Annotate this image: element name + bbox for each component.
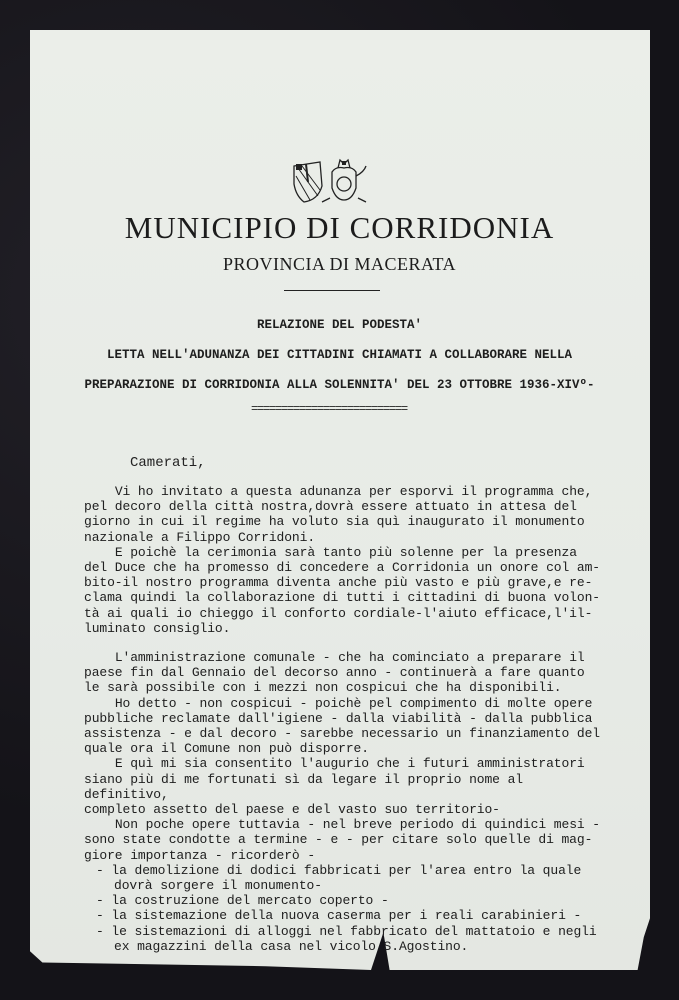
letter-body [84, 484, 604, 954]
separator-line: ========================== [251, 402, 408, 416]
report-heading: LETTA NELL'ADUNANZA DEI CITTADINI CHIAMATI A COLLABORARE NELLA [106, 348, 573, 362]
paragraph: L'amministrazione comunale - che ha cominciato a preparare il paese fin dal Gennaio del decorso anno - continuerà a fare quanto le sarà possibile con i mezzi non cospicui che ha disponibili. [84, 650, 585, 696]
list-item: - la demolizione di dodici fabbricati per l'area entro la quale dovrà sorgere il monumento- [96, 862, 582, 894]
paragraph: Ho detto - non cospicui - poichè pel compimento di molte opere pubbliche reclamate dall'igiene - dalla viabilità - dalla pubblica assistenza - e dal decoro - sarebbe necessario un finanziamento del quale ora il Comune non può disporre. [84, 695, 600, 757]
list-item: - la sistemazione della nuova caserma per i reali carabinieri - [96, 908, 582, 924]
title-divider [284, 290, 380, 291]
paragraph: Vi ho invitato a questa adunanza per esporvi il programma che, pel decoro della città nostra,dovrà essere attuato in attesa del giorno in cui il regime ha voluto sia quì inaugurato il monumento nazionale a Filippo Corridoni. [84, 484, 593, 545]
works-list [84, 863, 604, 954]
report-heading: RELAZIONE DEL PODESTA' [256, 318, 423, 332]
paragraph: E poichè la cerimonia sarà tanto più solenne per la presenza del Duce che ha promesso di concedere a Corridonia un onore col am- bito-il nostro programma diventa anche più vasto e più grave,e re- clama quindi la collaborazione di tutti i cittadini di buona volon- tà ai quali io chieggo il conforto cordiale-l'aiuto efficace,l'il- luminato consiglio. [84, 544, 600, 636]
paragraph: Non poche opere tuttavia - nel breve periodo di quindici mesi - sono state condotte a termine - e - per citare solo quelle di mag- giore importanza - ricorderò - [84, 817, 600, 863]
report-heading: PREPARAZIONE DI CORRIDONIA ALLA SOLENNITA' DEL 23 OTTOBRE 1936-XIVº- [84, 378, 595, 392]
page-title: MUNICIPIO DI CORRIDONIA [124, 210, 555, 245]
salutation: Camerati, [130, 455, 206, 471]
coat-of-arms-icon [292, 158, 370, 204]
list-item: - la costruzione del mercato coperto - [96, 893, 389, 909]
page-subtitle: PROVINCIA DI MACERATA [222, 254, 457, 274]
paragraph: E quì mi sia consentito l'augurio che i futuri amministratori siano più di me fortunati sì da legare il proprio nome al definitivo, completo assetto del paese e del vasto suo territorio- [84, 756, 585, 818]
list-item: - le sistemazioni di alloggi nel fabbricato del mattatoio e negli ex magazzini della casa nel vicolo S.Agostino. [96, 923, 597, 954]
